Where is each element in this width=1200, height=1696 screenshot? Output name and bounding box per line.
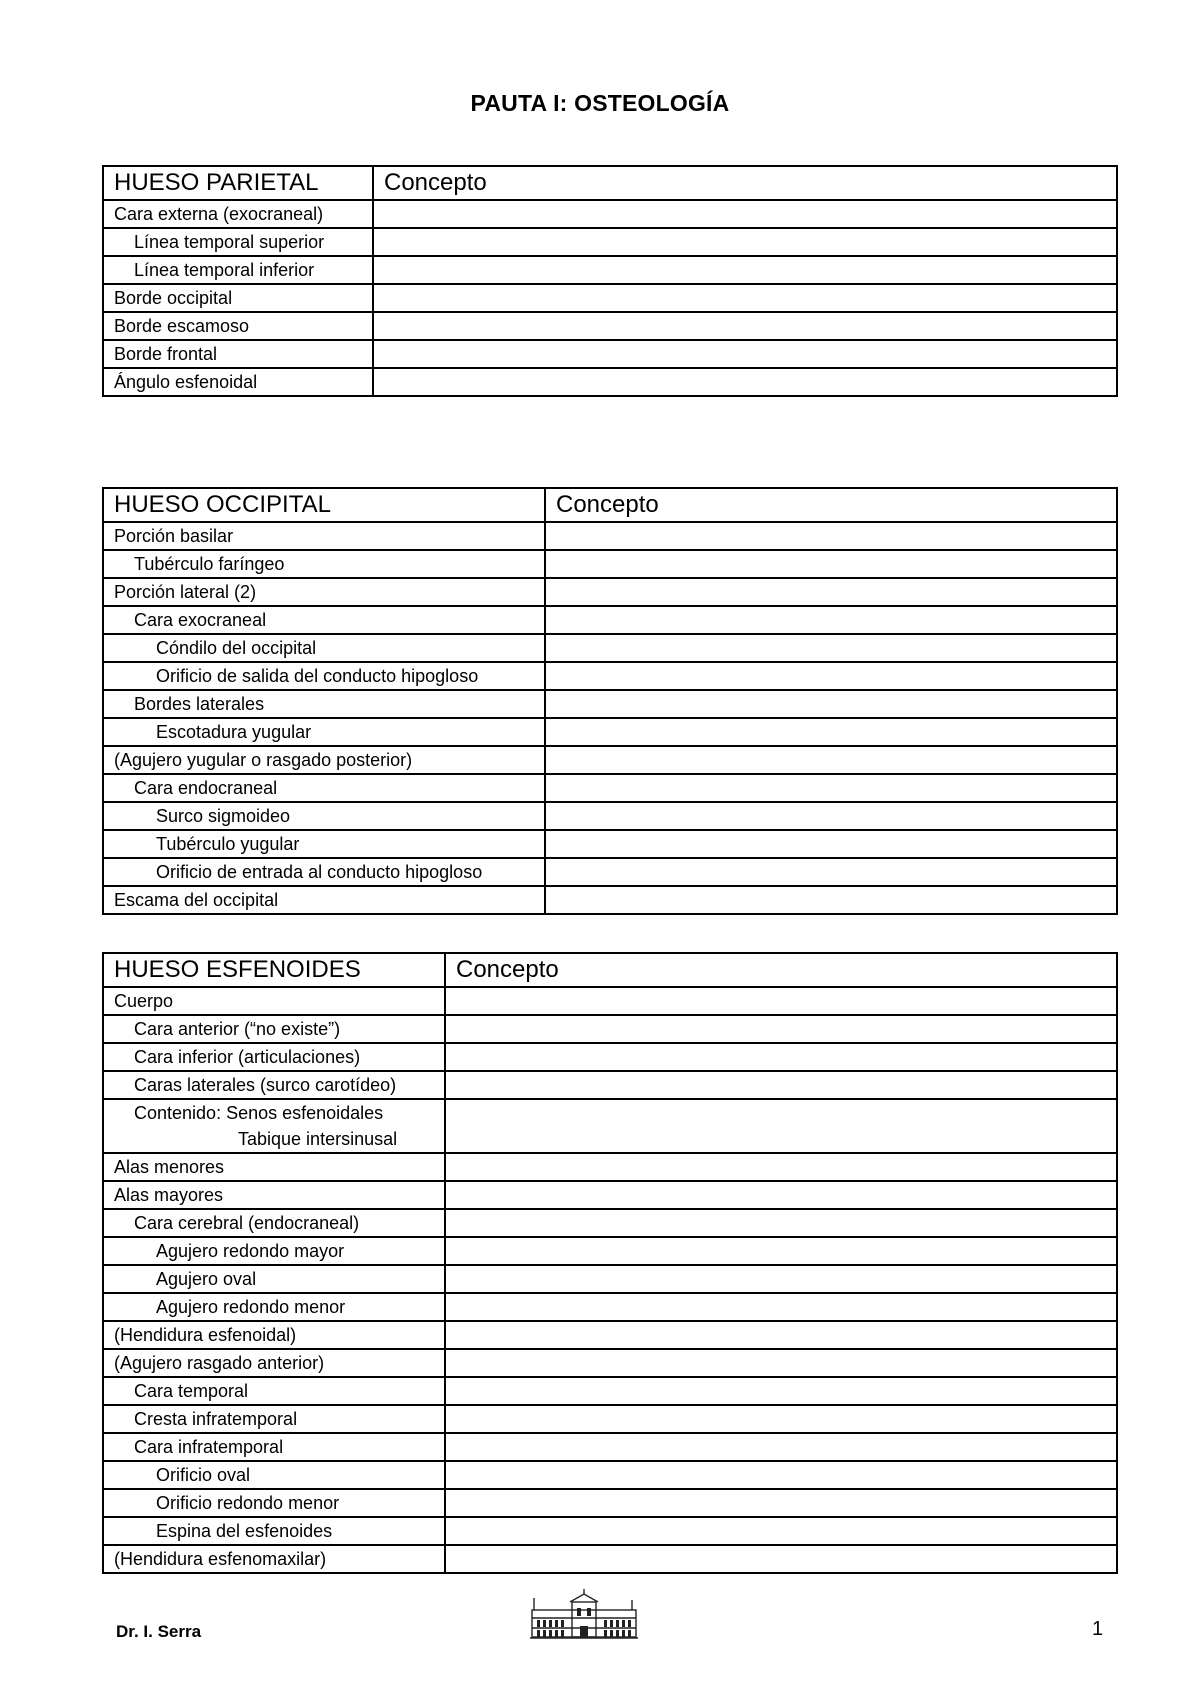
table-row bbox=[103, 200, 1117, 228]
concept-cell[interactable] bbox=[545, 606, 1117, 634]
parietal-table bbox=[102, 165, 1118, 397]
structure-label: Espina del esfenoides bbox=[103, 1517, 445, 1545]
structure-label: Cara cerebral (endocraneal) bbox=[103, 1209, 445, 1237]
structure-label: Cara anterior (“no existe”) bbox=[103, 1015, 445, 1043]
structure-label: Línea temporal inferior bbox=[103, 256, 373, 284]
concept-cell[interactable] bbox=[445, 1153, 1117, 1181]
bone-header: HUESO OCCIPITAL bbox=[103, 488, 545, 522]
concept-cell[interactable] bbox=[445, 1321, 1117, 1349]
structure-label: Orificio redondo menor bbox=[103, 1489, 445, 1517]
table-header-row bbox=[103, 488, 1117, 522]
structure-label: Cara externa (exocraneal) bbox=[103, 200, 373, 228]
structure-label: Agujero redondo menor bbox=[103, 1293, 445, 1321]
table-row bbox=[103, 522, 1117, 550]
structure-label: Cresta infratemporal bbox=[103, 1405, 445, 1433]
structure-label: Agujero redondo mayor bbox=[103, 1237, 445, 1265]
concept-cell[interactable] bbox=[445, 1349, 1117, 1377]
concept-cell[interactable] bbox=[445, 1517, 1117, 1545]
table-row bbox=[103, 340, 1117, 368]
structure-label: Cuerpo bbox=[103, 987, 445, 1015]
table-row bbox=[103, 1545, 1117, 1573]
concept-cell[interactable] bbox=[445, 1293, 1117, 1321]
bone-header: HUESO PARIETAL bbox=[103, 166, 373, 200]
structure-label: Borde escamoso bbox=[103, 312, 373, 340]
concept-header: Concepto bbox=[373, 166, 1117, 200]
structure-label: (Hendidura esfenomaxilar) bbox=[103, 1545, 445, 1573]
concept-cell[interactable] bbox=[545, 578, 1117, 606]
table-row bbox=[103, 1099, 1117, 1153]
page-number: 1 bbox=[1092, 1618, 1104, 1640]
building-logo-icon bbox=[528, 1588, 640, 1640]
table-row bbox=[103, 690, 1117, 718]
structure-label: Alas menores bbox=[103, 1153, 445, 1181]
esfenoides-table bbox=[102, 952, 1118, 1574]
concept-cell[interactable] bbox=[445, 1237, 1117, 1265]
concept-cell[interactable] bbox=[445, 1071, 1117, 1099]
concept-cell[interactable] bbox=[545, 662, 1117, 690]
structure-label: Cara infratemporal bbox=[103, 1433, 445, 1461]
table-row bbox=[103, 746, 1117, 774]
table-row bbox=[103, 718, 1117, 746]
table-row bbox=[103, 1237, 1117, 1265]
table-row bbox=[103, 284, 1117, 312]
concept-cell[interactable] bbox=[445, 987, 1117, 1015]
concept-cell[interactable] bbox=[545, 774, 1117, 802]
table-row bbox=[103, 606, 1117, 634]
footer-author: Dr. I. Serra bbox=[116, 1622, 202, 1641]
table-row bbox=[103, 1517, 1117, 1545]
structure-label: Cara exocraneal bbox=[103, 606, 545, 634]
structure-label: Ángulo esfenoidal bbox=[103, 368, 373, 396]
table-row bbox=[103, 368, 1117, 396]
concept-cell[interactable] bbox=[445, 1489, 1117, 1517]
table-row bbox=[103, 1015, 1117, 1043]
table-row bbox=[103, 802, 1117, 830]
table-row bbox=[103, 1405, 1117, 1433]
concept-cell[interactable] bbox=[545, 886, 1117, 914]
table-row bbox=[103, 1377, 1117, 1405]
structure-label: Borde occipital bbox=[103, 284, 373, 312]
table-row bbox=[103, 662, 1117, 690]
structure-label: Orificio de entrada al conducto hipogloso bbox=[103, 858, 545, 886]
table-row bbox=[103, 578, 1117, 606]
concept-cell[interactable] bbox=[545, 550, 1117, 578]
concept-cell[interactable] bbox=[373, 312, 1117, 340]
concept-cell[interactable] bbox=[445, 1433, 1117, 1461]
table-row bbox=[103, 256, 1117, 284]
structure-label: Tubérculo faríngeo bbox=[103, 550, 545, 578]
table-row bbox=[103, 987, 1117, 1015]
bone-header: HUESO ESFENOIDES bbox=[103, 953, 445, 987]
concept-cell[interactable] bbox=[545, 746, 1117, 774]
concept-cell[interactable] bbox=[445, 1265, 1117, 1293]
structure-label: Surco sigmoideo bbox=[103, 802, 545, 830]
concept-header: Concepto bbox=[445, 953, 1117, 987]
table-row bbox=[103, 1265, 1117, 1293]
concept-cell[interactable] bbox=[445, 1377, 1117, 1405]
table-row bbox=[103, 886, 1117, 914]
structure-label: Tubérculo yugular bbox=[103, 830, 545, 858]
concept-cell[interactable] bbox=[445, 1545, 1117, 1573]
table-row bbox=[103, 1489, 1117, 1517]
concept-cell[interactable] bbox=[445, 1209, 1117, 1237]
concept-cell[interactable] bbox=[545, 830, 1117, 858]
structure-label: (Agujero rasgado anterior) bbox=[103, 1349, 445, 1377]
structure-label: Caras laterales (surco carotídeo) bbox=[103, 1071, 445, 1099]
table-row bbox=[103, 858, 1117, 886]
structure-label: Cara temporal bbox=[103, 1377, 445, 1405]
concept-cell[interactable] bbox=[545, 690, 1117, 718]
table-header-row bbox=[103, 953, 1117, 987]
structure-label: Porción basilar bbox=[103, 522, 545, 550]
concept-cell[interactable] bbox=[445, 1043, 1117, 1071]
page-title: PAUTA I: OSTEOLOGÍA bbox=[470, 90, 730, 116]
structure-label bbox=[103, 1099, 445, 1153]
structure-label: Porción lateral (2) bbox=[103, 578, 545, 606]
structure-label: Cara inferior (articulaciones) bbox=[103, 1043, 445, 1071]
structure-label: Borde frontal bbox=[103, 340, 373, 368]
table-row bbox=[103, 774, 1117, 802]
structure-label: Escama del occipital bbox=[103, 886, 545, 914]
table-header-row bbox=[103, 166, 1117, 200]
structure-label: Escotadura yugular bbox=[103, 718, 545, 746]
occipital-table bbox=[102, 487, 1118, 915]
concept-cell[interactable] bbox=[373, 368, 1117, 396]
structure-label: Cóndilo del occipital bbox=[103, 634, 545, 662]
concept-cell[interactable] bbox=[545, 634, 1117, 662]
structure-label: Bordes laterales bbox=[103, 690, 545, 718]
structure-label: (Agujero yugular o rasgado posterior) bbox=[103, 746, 545, 774]
concept-cell[interactable] bbox=[373, 256, 1117, 284]
structure-label: Agujero oval bbox=[103, 1265, 445, 1293]
concept-header: Concepto bbox=[545, 488, 1117, 522]
concept-cell[interactable] bbox=[445, 1461, 1117, 1489]
table-row bbox=[103, 1461, 1117, 1489]
structure-label: Línea temporal superior bbox=[103, 228, 373, 256]
structure-label: (Hendidura esfenoidal) bbox=[103, 1321, 445, 1349]
concept-cell[interactable] bbox=[373, 284, 1117, 312]
concept-cell[interactable] bbox=[373, 228, 1117, 256]
structure-label: Alas mayores bbox=[103, 1181, 445, 1209]
concept-cell[interactable] bbox=[445, 1015, 1117, 1043]
table-row bbox=[103, 550, 1117, 578]
concept-cell[interactable] bbox=[373, 200, 1117, 228]
structure-label-line: Tabique intersinusal bbox=[238, 1129, 398, 1149]
table-row bbox=[103, 1321, 1117, 1349]
concept-cell[interactable] bbox=[545, 522, 1117, 550]
concept-cell[interactable] bbox=[545, 858, 1117, 886]
table-row bbox=[103, 312, 1117, 340]
structure-label: Orificio de salida del conducto hipogloso bbox=[103, 662, 545, 690]
structure-label: Cara endocraneal bbox=[103, 774, 545, 802]
table-row bbox=[103, 1181, 1117, 1209]
table-row bbox=[103, 1349, 1117, 1377]
concept-cell[interactable] bbox=[445, 1405, 1117, 1433]
concept-cell[interactable] bbox=[445, 1099, 1117, 1153]
table-row bbox=[103, 830, 1117, 858]
table-row bbox=[103, 228, 1117, 256]
structure-label: Orificio oval bbox=[103, 1461, 445, 1489]
table-row bbox=[103, 1293, 1117, 1321]
structure-label-line: Contenido: Senos esfenoidales bbox=[134, 1103, 384, 1123]
table-row bbox=[103, 1433, 1117, 1461]
table-row bbox=[103, 1153, 1117, 1181]
concept-cell[interactable] bbox=[373, 340, 1117, 368]
table-row bbox=[103, 634, 1117, 662]
concept-cell[interactable] bbox=[445, 1181, 1117, 1209]
concept-cell[interactable] bbox=[545, 802, 1117, 830]
table-row bbox=[103, 1071, 1117, 1099]
table-row bbox=[103, 1209, 1117, 1237]
concept-cell[interactable] bbox=[545, 718, 1117, 746]
table-row bbox=[103, 1043, 1117, 1071]
